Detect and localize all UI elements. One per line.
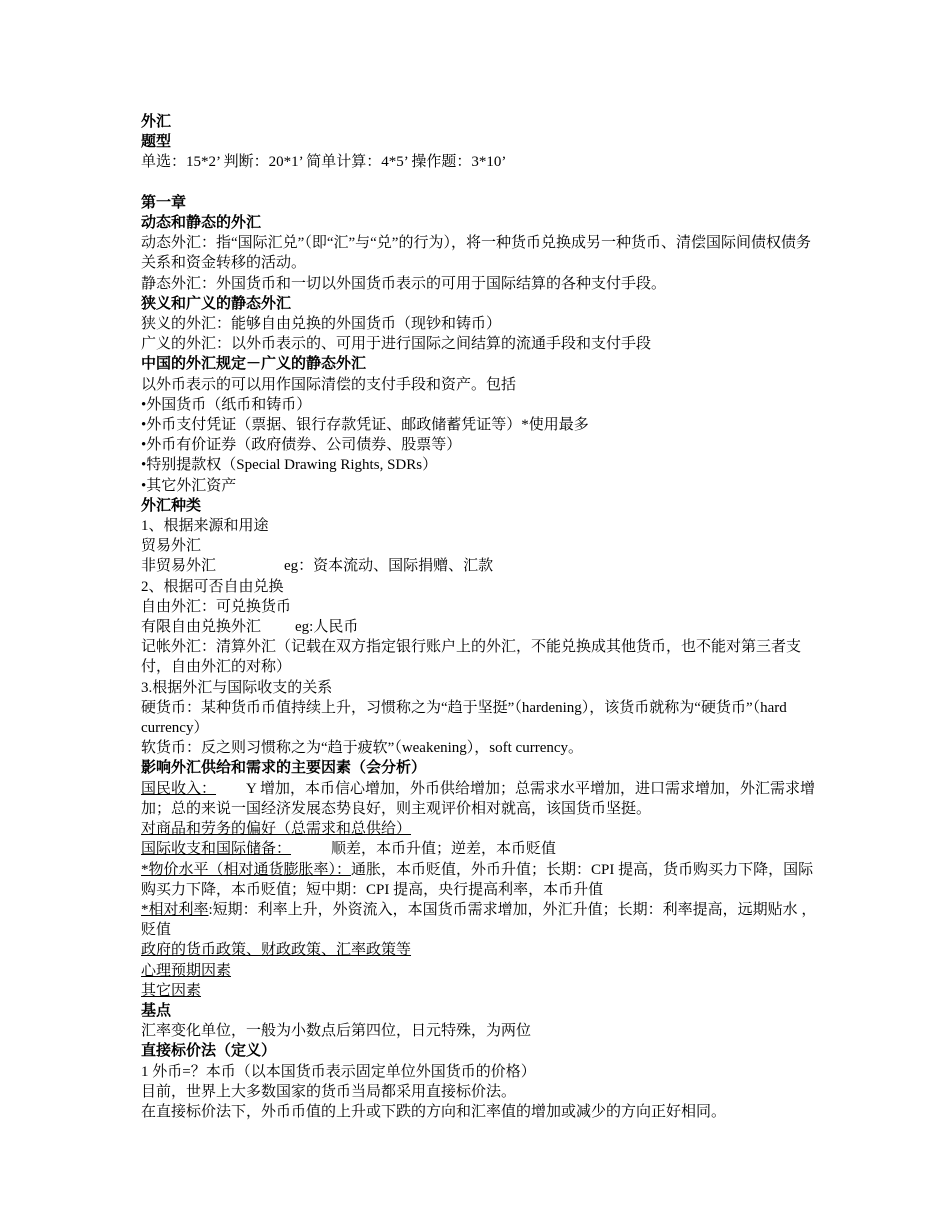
text-line [141,839,821,859]
paragraph-broad-fx: 广义的外汇：以外币表示的、可用于进行国际之间结算的流通手段和支付手段 [141,336,652,353]
paragraph-narrow-fx: 狭义的外汇：能够自由兑换的外国货币（现钞和铸币） [141,316,502,333]
factor-label: 政府的货币政策、财政政策、汇率政策等 [141,942,412,959]
document-page [141,112,821,1122]
text-line: 自由外汇：可兑换货币 [141,598,292,615]
text-line [141,819,821,839]
paragraph-price [141,860,821,900]
text-line: 1 外币=？本币（以本国货币表示固定单位外国货币的价格） [141,1063,536,1080]
exam-heading: 题型 [141,134,172,151]
paragraph-soft-currency: 软货币：反之则习惯称之为“趋于疲软”（weakening），soft currency。 [141,740,584,757]
text-line [141,940,821,960]
list-item: •其它外汇资产 [141,477,237,494]
text-line [141,981,821,1001]
list-item: •外币支付凭证（票据、银行存款凭证、邮政储蓄凭证等）*使用最多 [141,417,589,434]
text-line: 贸易外汇 [141,538,202,555]
doc-title: 外汇 [141,114,172,130]
paragraph-interest [141,900,821,940]
limited-example: eg:人民币 [295,619,359,636]
factor-label: 国际收支和国际储备： [141,841,292,858]
factor-label: *物价水平（相对通货膨胀率）： [141,861,352,878]
section-heading: 影响外汇供给和需求的主要因素（会分析） [141,760,427,777]
section-heading: 直接标价法（定义） [141,1043,277,1060]
category-line: 3.根据外汇与国际收支的关系 [141,679,333,696]
factor-label: 国民收入： [141,780,217,797]
section-heading: 外汇种类 [141,497,202,514]
factor-label: 其它因素 [141,982,202,999]
factor-label: 对商品和劳务的偏好（总需求和总供给） [141,821,412,838]
list-item: •外币有价证券（政府债券、公司债券、股票等） [141,437,462,454]
text-line: 在直接标价法下，外币币值的上升或下跌的方向和汇率值的增加或减少的方向正好相同。 [141,1103,727,1120]
list-item: •外国货币（纸币和铸币） [141,396,312,413]
spacer [141,173,821,193]
section-heading: 基点 [141,1002,172,1019]
factor-text: Y 增加，本币信心增加，外币供给增加；总需求水平增加，进口需求增加，外汇需求增加；总的来说一国经济发展态势良好，则主观评价相对就高，该国货币坚挺。 [141,780,816,817]
factor-text: 通胀，本币贬值，外币升值；长期：CPI 提高，货币购买力下降，国际购买力下降，本币贬值；短中期：CPI 提高，央行提高利率，本币升值 [141,861,814,898]
paragraph-intro: 以外币表示的可以用作国际清偿的支付手段和资产。包括 [141,376,517,393]
paragraph-basis-point: 汇率变化单位，一般为小数点后第四位，日元特殊，为两位 [141,1023,532,1040]
paragraph-dynamic-fx: 动态外汇：指“国际汇兑”（即“汇”与“兑”的行为），将一种货币兑换成另一种货币、清偿国际间债权债务关系和资金转移的活动。 [141,235,811,272]
text-line [141,617,821,637]
section-heading: 中国的外汇规定－广义的静态外汇 [141,356,367,373]
paragraph-hard-currency: 硬货币：某种货币币值持续上升，习惯称之为“趋于坚挺”（hardening），该货币就称为“硬货币”（hard currency） [141,699,787,737]
list-item: •特别提款权（Special Drawing Rights, SDRs） [141,457,438,474]
paragraph-account-fx: 记帐外汇：清算外汇（记载在双方指定银行账户上的外汇，不能兑换成其他货币，也不能对第三者支付，自由外汇的对称） [141,639,802,676]
nontrade-label: 非贸易外汇 [141,558,217,575]
nontrade-example: eg：资本流动、国际捐赠、汇款 [284,558,494,575]
factor-text: :短期：利率上升，外资流入，本国货币需求增加，外汇升值；长期：利率提高，远期贴水 ，贬值 [141,901,817,939]
category-line: 2、根据可否自由兑换 [141,578,284,595]
paragraph-static-fx: 静态外汇：外国货币和一切以外国货币表示的可用于国际结算的各种支付手段。 [141,275,667,292]
paragraph-income [141,779,821,819]
factor-text: 顺差，本币升值；逆差，本币贬值 [331,841,557,858]
chapter-heading: 第一章 [141,194,187,211]
section-heading: 动态和静态的外汇 [141,215,262,231]
exam-format-line: 单选：15*2’ 判断：20*1’ 简单计算：4*5’ 操作题：3*10’ [141,154,507,171]
factor-label: *相对利率 [141,901,209,918]
section-heading: 狭义和广义的静态外汇 [141,295,292,312]
text-line [141,556,821,576]
category-line: 1、根据来源和用途 [141,518,269,535]
factor-label: 心理预期因素 [141,962,232,979]
text-line: 目前，世界上大多数国家的货币当局都采用直接标价法。 [141,1083,517,1100]
limited-label: 有限自由兑换外汇 [141,619,262,636]
text-line [141,961,821,981]
